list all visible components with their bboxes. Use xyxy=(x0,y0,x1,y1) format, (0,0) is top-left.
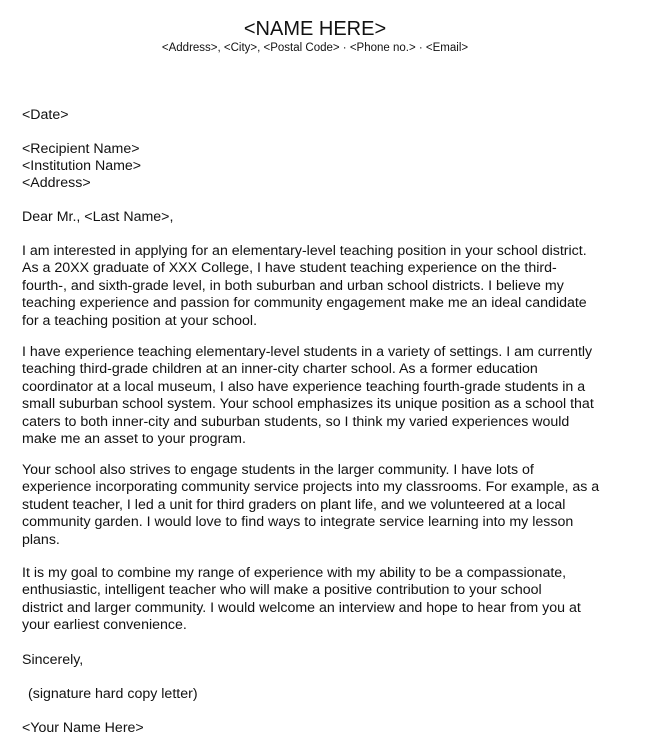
body-paragraph-2 xyxy=(22,344,594,448)
date-line: <Date> xyxy=(22,107,69,123)
paragraph-line: district and larger community. I would welcome an interview and hope to hear from you at xyxy=(22,599,581,616)
paragraph-line: student teacher, I led a unit for third graders on plant life, and we volunteered at a local xyxy=(22,496,566,513)
paragraph-line: teaching third-grade children at an inner-city charter school. As a former education xyxy=(22,361,538,378)
sender-contact-line: <Address>, <City>, <Postal Code> · <Phone no.> · <Email> xyxy=(161,42,469,54)
your-name: <Your Name Here> xyxy=(22,720,144,736)
paragraph-line: for a teaching position at your school. xyxy=(22,312,258,329)
paragraph-line: As a 20XX graduate of XXX College, I have student teaching experience on the third- xyxy=(22,260,557,277)
recipient-institution: <Institution Name> xyxy=(22,158,142,174)
paragraph-line: teaching experience and passion for community engagement make me an ideal candidate xyxy=(22,295,587,312)
paragraph-line: I have experience teaching elementary-level students in a variety of settings. I am currently xyxy=(22,344,593,360)
recipient-name: <Recipient Name> xyxy=(22,141,140,157)
paragraph-line: coordinator at a local museum, I also have experience teaching fourth-grade students in a xyxy=(22,378,586,395)
paragraph-line: experience incorporating community service projects into my classrooms. For example, as a xyxy=(22,479,600,496)
body-paragraph-4 xyxy=(22,565,581,635)
paragraph-line: I am interested in applying for an elementary-level teaching position in your school district. xyxy=(22,243,587,259)
paragraph-line: your earliest convenience. xyxy=(22,617,187,634)
paragraph-line: make me an asset to your program. xyxy=(22,431,246,448)
paragraph-line: caters to both inner-city and suburban students, so I think my varied experiences would xyxy=(22,413,570,430)
paragraph-line: enthusiastic, intelligent teacher who will make a positive contribution to your school xyxy=(22,582,542,599)
paragraph-line: small suburban school system. Your school emphasizes its unique position as a school that xyxy=(22,396,594,413)
closing: Sincerely, xyxy=(22,652,84,668)
sender-name: <NAME HERE> xyxy=(243,18,387,40)
body-paragraph-3 xyxy=(22,462,599,549)
paragraph-line: It is my goal to combine my range of experience with my ability to be a compassionate, xyxy=(22,565,567,581)
salutation: Dear Mr., <Last Name>, xyxy=(22,209,174,225)
body-paragraph-1 xyxy=(22,243,587,330)
signature-note: (signature hard copy letter) xyxy=(28,686,198,702)
paragraph-line: Your school also strives to engage students in the larger community. I have lots of xyxy=(22,462,534,478)
paragraph-line: fourth-, and sixth-grade level, in both suburban and urban school districts. I believe my xyxy=(22,277,564,294)
recipient-address: <Address> xyxy=(22,175,91,191)
paragraph-line: community garden. I would love to find ways to integrate service learning into my lesson xyxy=(22,514,574,531)
paragraph-line: plans. xyxy=(22,531,60,548)
